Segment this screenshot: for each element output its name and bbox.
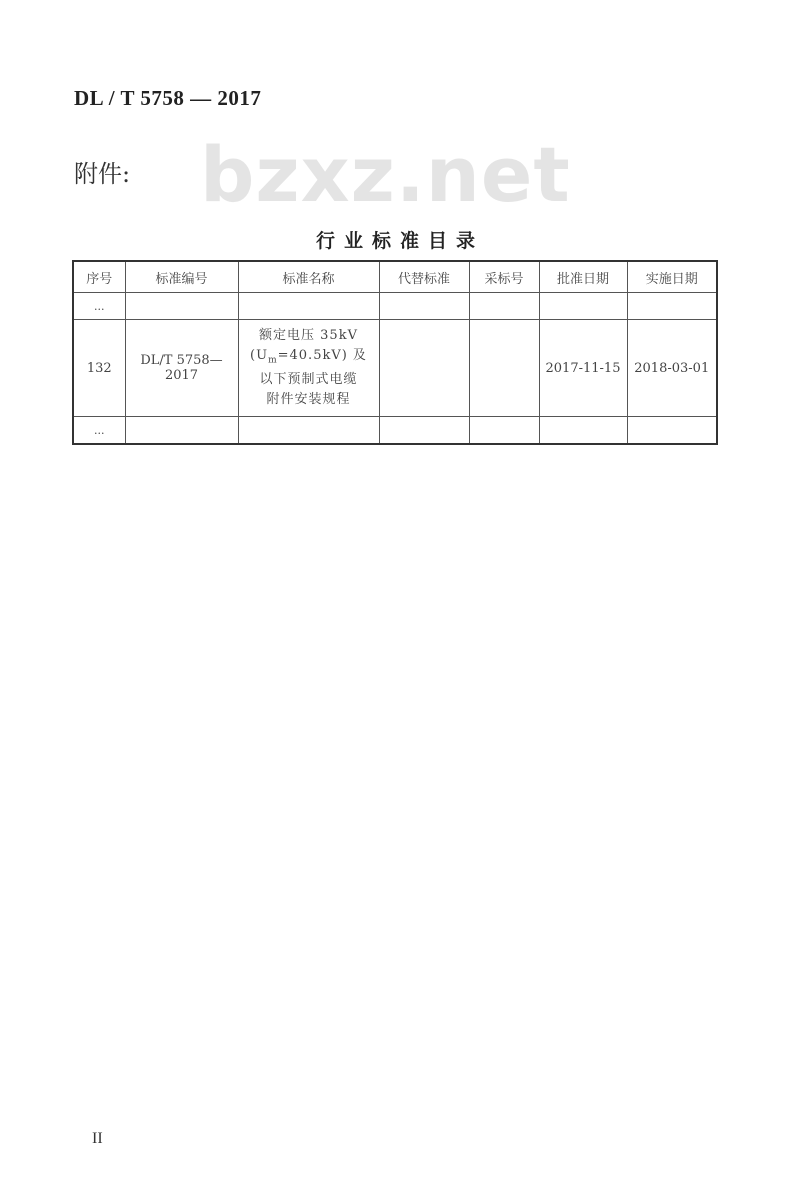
- approval-date-cell: 2017-11-15: [539, 320, 627, 417]
- name-line-4: 附件安装规程: [266, 392, 351, 408]
- watermark: bzxz.net: [200, 130, 571, 219]
- code-line-2: 2017: [164, 368, 199, 383]
- table-row: [73, 320, 717, 417]
- code-cell: [125, 320, 238, 417]
- ellipsis-cell: ...: [73, 293, 125, 320]
- effective-date-cell: 2018-03-01: [627, 320, 717, 417]
- adopted-cell: [469, 320, 539, 417]
- table-row-ellipsis-bottom: [73, 417, 717, 445]
- name-cell: [238, 320, 379, 417]
- name-line-2: $(U_m=40.5kV)$ 及: [250, 347, 367, 366]
- col-header-replaced: 代替标准: [379, 261, 469, 293]
- col-header-adopted: 采标号: [469, 261, 539, 293]
- standards-catalog-table: [72, 260, 718, 445]
- table-row-ellipsis-top: [73, 293, 717, 320]
- col-header-name: 标准名称: [238, 261, 379, 293]
- page-number: II: [92, 1130, 103, 1147]
- standard-code: DL / T 5758 — 2017: [74, 86, 262, 110]
- name-line-3: 以下预制式电缆: [259, 372, 358, 388]
- table-title: 行业标准目录: [315, 230, 484, 252]
- col-header-approval-date: 批准日期: [539, 261, 627, 293]
- col-header-code: 标准编号: [125, 261, 238, 293]
- attachment-label: 附件:: [74, 160, 131, 188]
- table-header-row: [73, 261, 717, 293]
- code-line-1: DL/T 5758—: [140, 353, 223, 368]
- col-header-effective-date: 实施日期: [627, 261, 717, 293]
- seq-cell: 132: [73, 320, 125, 417]
- ellipsis-cell: ...: [73, 417, 125, 445]
- col-header-seq: 序号: [73, 261, 125, 293]
- replaced-cell: [379, 320, 469, 417]
- name-line-1: 额定电压 35kV: [259, 327, 358, 343]
